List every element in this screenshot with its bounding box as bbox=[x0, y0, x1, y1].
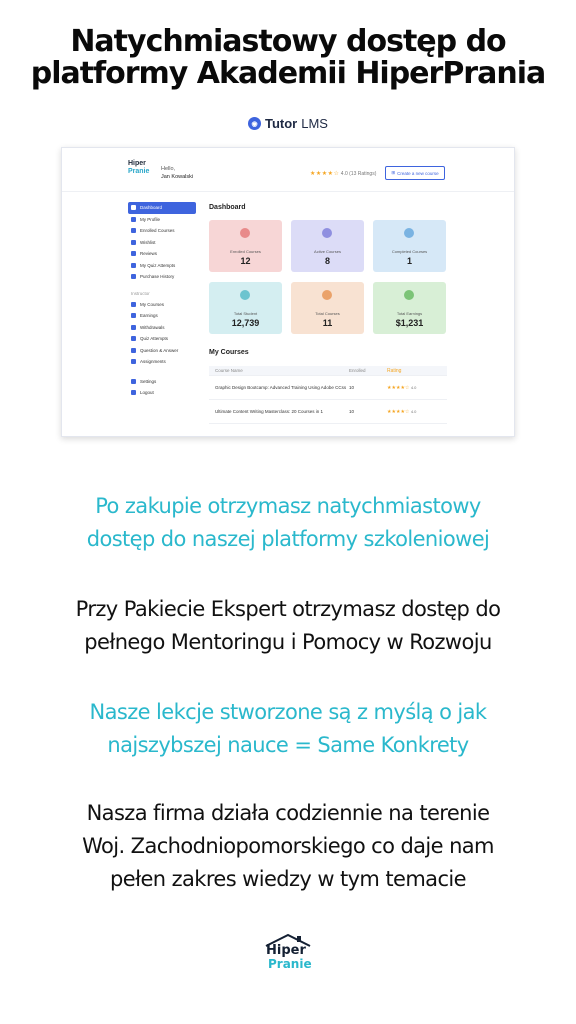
paragraph-4 bbox=[0, 797, 576, 896]
stat-card bbox=[291, 282, 364, 334]
paragraph-3 bbox=[0, 696, 576, 762]
sidebar-item[interactable] bbox=[128, 271, 196, 283]
sidebar-item-label: Purchase History bbox=[140, 274, 175, 280]
sidebar-item[interactable] bbox=[128, 345, 196, 357]
sidebar-item[interactable] bbox=[128, 356, 196, 368]
sidebar-item-icon bbox=[131, 302, 136, 307]
create-course-button[interactable] bbox=[385, 166, 445, 180]
sidebar-item-icon bbox=[131, 325, 136, 330]
rating-stars-icon: ★★★★☆ bbox=[387, 408, 410, 415]
dashboard-title: Dashboard bbox=[209, 204, 246, 211]
sidebar-item-icon bbox=[131, 313, 136, 318]
stat-card-label: Completed Courses bbox=[391, 249, 428, 254]
stat-card-label: Total Courses bbox=[315, 311, 340, 316]
tutor-brand-light: LMS bbox=[301, 116, 328, 131]
stat-card bbox=[373, 282, 446, 334]
paragraph-1 bbox=[0, 490, 576, 556]
sidebar-item-icon bbox=[131, 228, 136, 233]
hiperpranie-logo bbox=[258, 933, 318, 979]
rating-stars-icon: ★★★★☆ bbox=[387, 384, 410, 391]
tutor-owl-icon: ◉ bbox=[248, 117, 261, 130]
sidebar-item[interactable] bbox=[128, 225, 196, 237]
stat-card-icon bbox=[240, 290, 250, 300]
sidebar-item-label: Earnings bbox=[140, 313, 158, 319]
dashboard-logo bbox=[128, 160, 154, 184]
stat-card-value: 12 bbox=[240, 256, 251, 266]
sidebar-item[interactable] bbox=[128, 248, 196, 260]
paragraph-4-line-3: pełen zakres wiedzy w tym temacie bbox=[110, 867, 466, 891]
dashboard-header bbox=[62, 148, 515, 192]
table-header bbox=[209, 366, 447, 376]
sidebar-item[interactable] bbox=[128, 376, 196, 388]
sidebar-item-icon bbox=[131, 274, 136, 279]
title-line-1: Natychmiastowy dostęp do bbox=[70, 24, 506, 59]
dashboard-logo-line2: Pranie bbox=[128, 168, 150, 175]
stat-card-icon bbox=[322, 290, 332, 300]
paragraph-2-line-2: pełnego Mentoringu i Pomocy w Rozwoju bbox=[84, 630, 492, 654]
sidebar bbox=[128, 202, 196, 399]
sidebar-item-icon bbox=[131, 359, 136, 364]
course-rating bbox=[387, 385, 447, 391]
sidebar-item-label: My Profile bbox=[140, 216, 161, 222]
sidebar-item-icon bbox=[131, 390, 136, 395]
courses-table bbox=[209, 366, 447, 424]
sidebar-item-label: My Courses bbox=[140, 301, 165, 307]
stat-card bbox=[373, 220, 446, 272]
stat-card bbox=[209, 282, 282, 334]
page-title bbox=[0, 26, 576, 90]
table-row[interactable] bbox=[209, 376, 447, 400]
sidebar-item-icon bbox=[131, 379, 136, 384]
sidebar-item[interactable] bbox=[128, 333, 196, 345]
course-enrolled: 10 bbox=[349, 385, 355, 390]
greeting bbox=[161, 165, 193, 181]
course-name: Graphic Design Bootcamp: Advanced Training Using Adobe CCss bbox=[215, 384, 347, 390]
greeting-hello: Hello, bbox=[161, 166, 176, 172]
table-header-cell: Course Name bbox=[215, 367, 243, 373]
sidebar-item-icon bbox=[131, 240, 136, 245]
sidebar-item-label: Reviews bbox=[140, 251, 158, 257]
sidebar-item-label: Question & Answer bbox=[140, 347, 179, 353]
paragraph-2-line-1: Przy Pakiecie Ekspert otrzymasz dostęp do bbox=[75, 597, 501, 621]
footer-logo-line1: Hiper bbox=[266, 943, 306, 958]
rating-stars-icon: ★★★★☆ bbox=[310, 171, 340, 177]
tutor-lms-logo bbox=[0, 116, 576, 131]
sidebar-item[interactable] bbox=[128, 299, 196, 311]
stat-card-value: 12,739 bbox=[231, 318, 260, 328]
course-enrolled: 10 bbox=[349, 409, 355, 414]
create-course-label: Create a new course bbox=[397, 170, 439, 176]
course-name: Ultimate Content Writing Masterclass: 20 Courses in 1 bbox=[215, 408, 323, 414]
title-line-2: platformy Akademii HiperPrania bbox=[30, 56, 546, 91]
paragraph-4-line-2: Woj. Zachodniopomorskiego co daje nam bbox=[82, 834, 494, 858]
stat-card-label: Total Earnings bbox=[396, 311, 423, 316]
sidebar-item-label: Quiz Attempts bbox=[140, 336, 169, 342]
rating-text: 4.0 (13 Ratings) bbox=[340, 171, 377, 177]
tutor-brand-bold: Tutor bbox=[265, 116, 298, 131]
sidebar-item[interactable] bbox=[128, 214, 196, 226]
plus-icon: ⊞ bbox=[391, 170, 396, 175]
user-name: Jan Kowalski bbox=[161, 174, 194, 180]
stat-card-icon bbox=[322, 228, 332, 238]
paragraph-4-line-1: Nasza firma działa codziennie na terenie bbox=[86, 801, 490, 825]
sidebar-item-icon bbox=[131, 348, 136, 353]
sidebar-item-icon bbox=[131, 336, 136, 341]
stat-card bbox=[209, 220, 282, 272]
sidebar-section-label: Instructor bbox=[131, 290, 150, 296]
stat-card-icon bbox=[404, 228, 414, 238]
course-rating bbox=[387, 409, 447, 415]
sidebar-item-icon bbox=[131, 205, 136, 210]
my-courses-title: My Courses bbox=[209, 349, 249, 356]
sidebar-item[interactable] bbox=[128, 260, 196, 272]
rating-value: 4.0 bbox=[410, 408, 417, 414]
sidebar-item-label: Dashboard bbox=[140, 205, 163, 211]
table-header-cell: Rating bbox=[387, 367, 402, 374]
paragraph-1-line-1: Po zakupie otrzymasz natychmiastowy bbox=[95, 494, 481, 518]
stat-card-value: 8 bbox=[324, 256, 330, 266]
stat-card-value: 11 bbox=[322, 318, 333, 328]
paragraph-2 bbox=[0, 593, 576, 659]
sidebar-item-icon bbox=[131, 263, 136, 268]
paragraph-3-line-1: Nasze lekcje stworzone są z myślą o jak bbox=[89, 700, 487, 724]
paragraph-3-line-2: najszybszej nauce = Same Konkrety bbox=[107, 733, 469, 757]
table-row[interactable] bbox=[209, 400, 447, 424]
instructor-rating bbox=[310, 170, 376, 177]
sidebar-item-label: Withdrawals bbox=[140, 324, 165, 330]
stat-card-icon bbox=[404, 290, 414, 300]
sidebar-item-icon bbox=[131, 217, 136, 222]
paragraph-1-line-2: dostęp do naszej platformy szkoleniowej bbox=[86, 527, 490, 551]
stat-card-value: 1 bbox=[406, 256, 412, 266]
sidebar-item-label: Settings bbox=[140, 378, 157, 384]
sidebar-item-label: Wishlist bbox=[140, 239, 156, 245]
sidebar-item-icon bbox=[131, 251, 136, 256]
stat-card-label: Active Courses bbox=[314, 249, 341, 254]
rating-value: 4.0 bbox=[410, 384, 417, 390]
sidebar-item-label: Assignments bbox=[140, 359, 166, 365]
dashboard-screenshot bbox=[61, 147, 515, 437]
stat-card-label: Total Student bbox=[233, 311, 258, 316]
stat-card-label: Enrolled Courses bbox=[230, 249, 261, 254]
sidebar-item[interactable] bbox=[128, 310, 196, 322]
sidebar-item-label: My Quiz Attempts bbox=[140, 262, 176, 268]
sidebar-item[interactable] bbox=[128, 202, 196, 214]
sidebar-item-label: Logout bbox=[140, 390, 154, 396]
sidebar-item[interactable] bbox=[128, 387, 196, 399]
sidebar-item-label: Enrolled Courses bbox=[140, 228, 175, 234]
stat-card-value: $1,231 bbox=[395, 318, 424, 328]
sidebar-item[interactable] bbox=[128, 237, 196, 249]
footer-logo-line2: Pranie bbox=[268, 957, 312, 971]
stat-card bbox=[291, 220, 364, 272]
sidebar-item[interactable] bbox=[128, 322, 196, 334]
dashboard-logo-line1: Hiper bbox=[128, 160, 146, 167]
stat-card-icon bbox=[240, 228, 250, 238]
table-header-cell: Enrolled bbox=[349, 368, 366, 373]
